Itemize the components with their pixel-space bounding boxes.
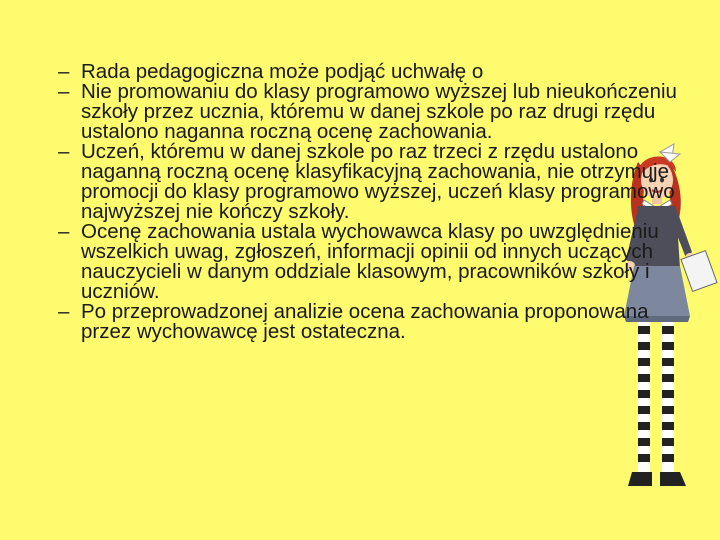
bullet-item: [58, 142, 698, 222]
bullet-text: Rada pedagogiczna może podjąć uchwałę o: [81, 60, 484, 83]
bullet-dash: –: [58, 80, 70, 103]
bullet-item: [58, 222, 698, 302]
bullet-dash: –: [58, 140, 70, 163]
bullet-text: Uczeń, któremu w danej szkole po raz trzeci z rzędu ustalono naganną roczną ocenę klasyfikacyjną zachowania, nie otrzymuje promocji do klasy programowo wyższej, uczeń klasy programowo najwyższej nie kończy szkoły.: [81, 140, 675, 223]
bullet-text: Ocenę zachowania ustala wychowawca klasy po uwzględnieniu wszelkich uwag, zgłoszeń, informacji opinii od innych uczących nauczycieli w danym oddziale klasowym, pracowników szkoły i uczniów.: [81, 220, 659, 303]
bullet-text: Nie promowaniu do klasy programowo wyższej lub nieukończeniu szkoły przez ucznia, któremu w danej szkole po raz drugi rzędu ustalono naganna roczną ocenę zachowania.: [81, 80, 677, 143]
bullet-item: [58, 82, 698, 142]
bullet-dash: –: [58, 60, 70, 83]
bullet-item: [58, 62, 698, 82]
bullet-dash: –: [58, 220, 70, 243]
bullet-item: [58, 302, 698, 342]
bullet-text: Po przeprowadzonej analizie ocena zachowania proponowana przez wychowawcę jest ostateczna.: [81, 300, 649, 343]
bullet-list: [58, 62, 698, 342]
bullet-dash: –: [58, 300, 70, 323]
